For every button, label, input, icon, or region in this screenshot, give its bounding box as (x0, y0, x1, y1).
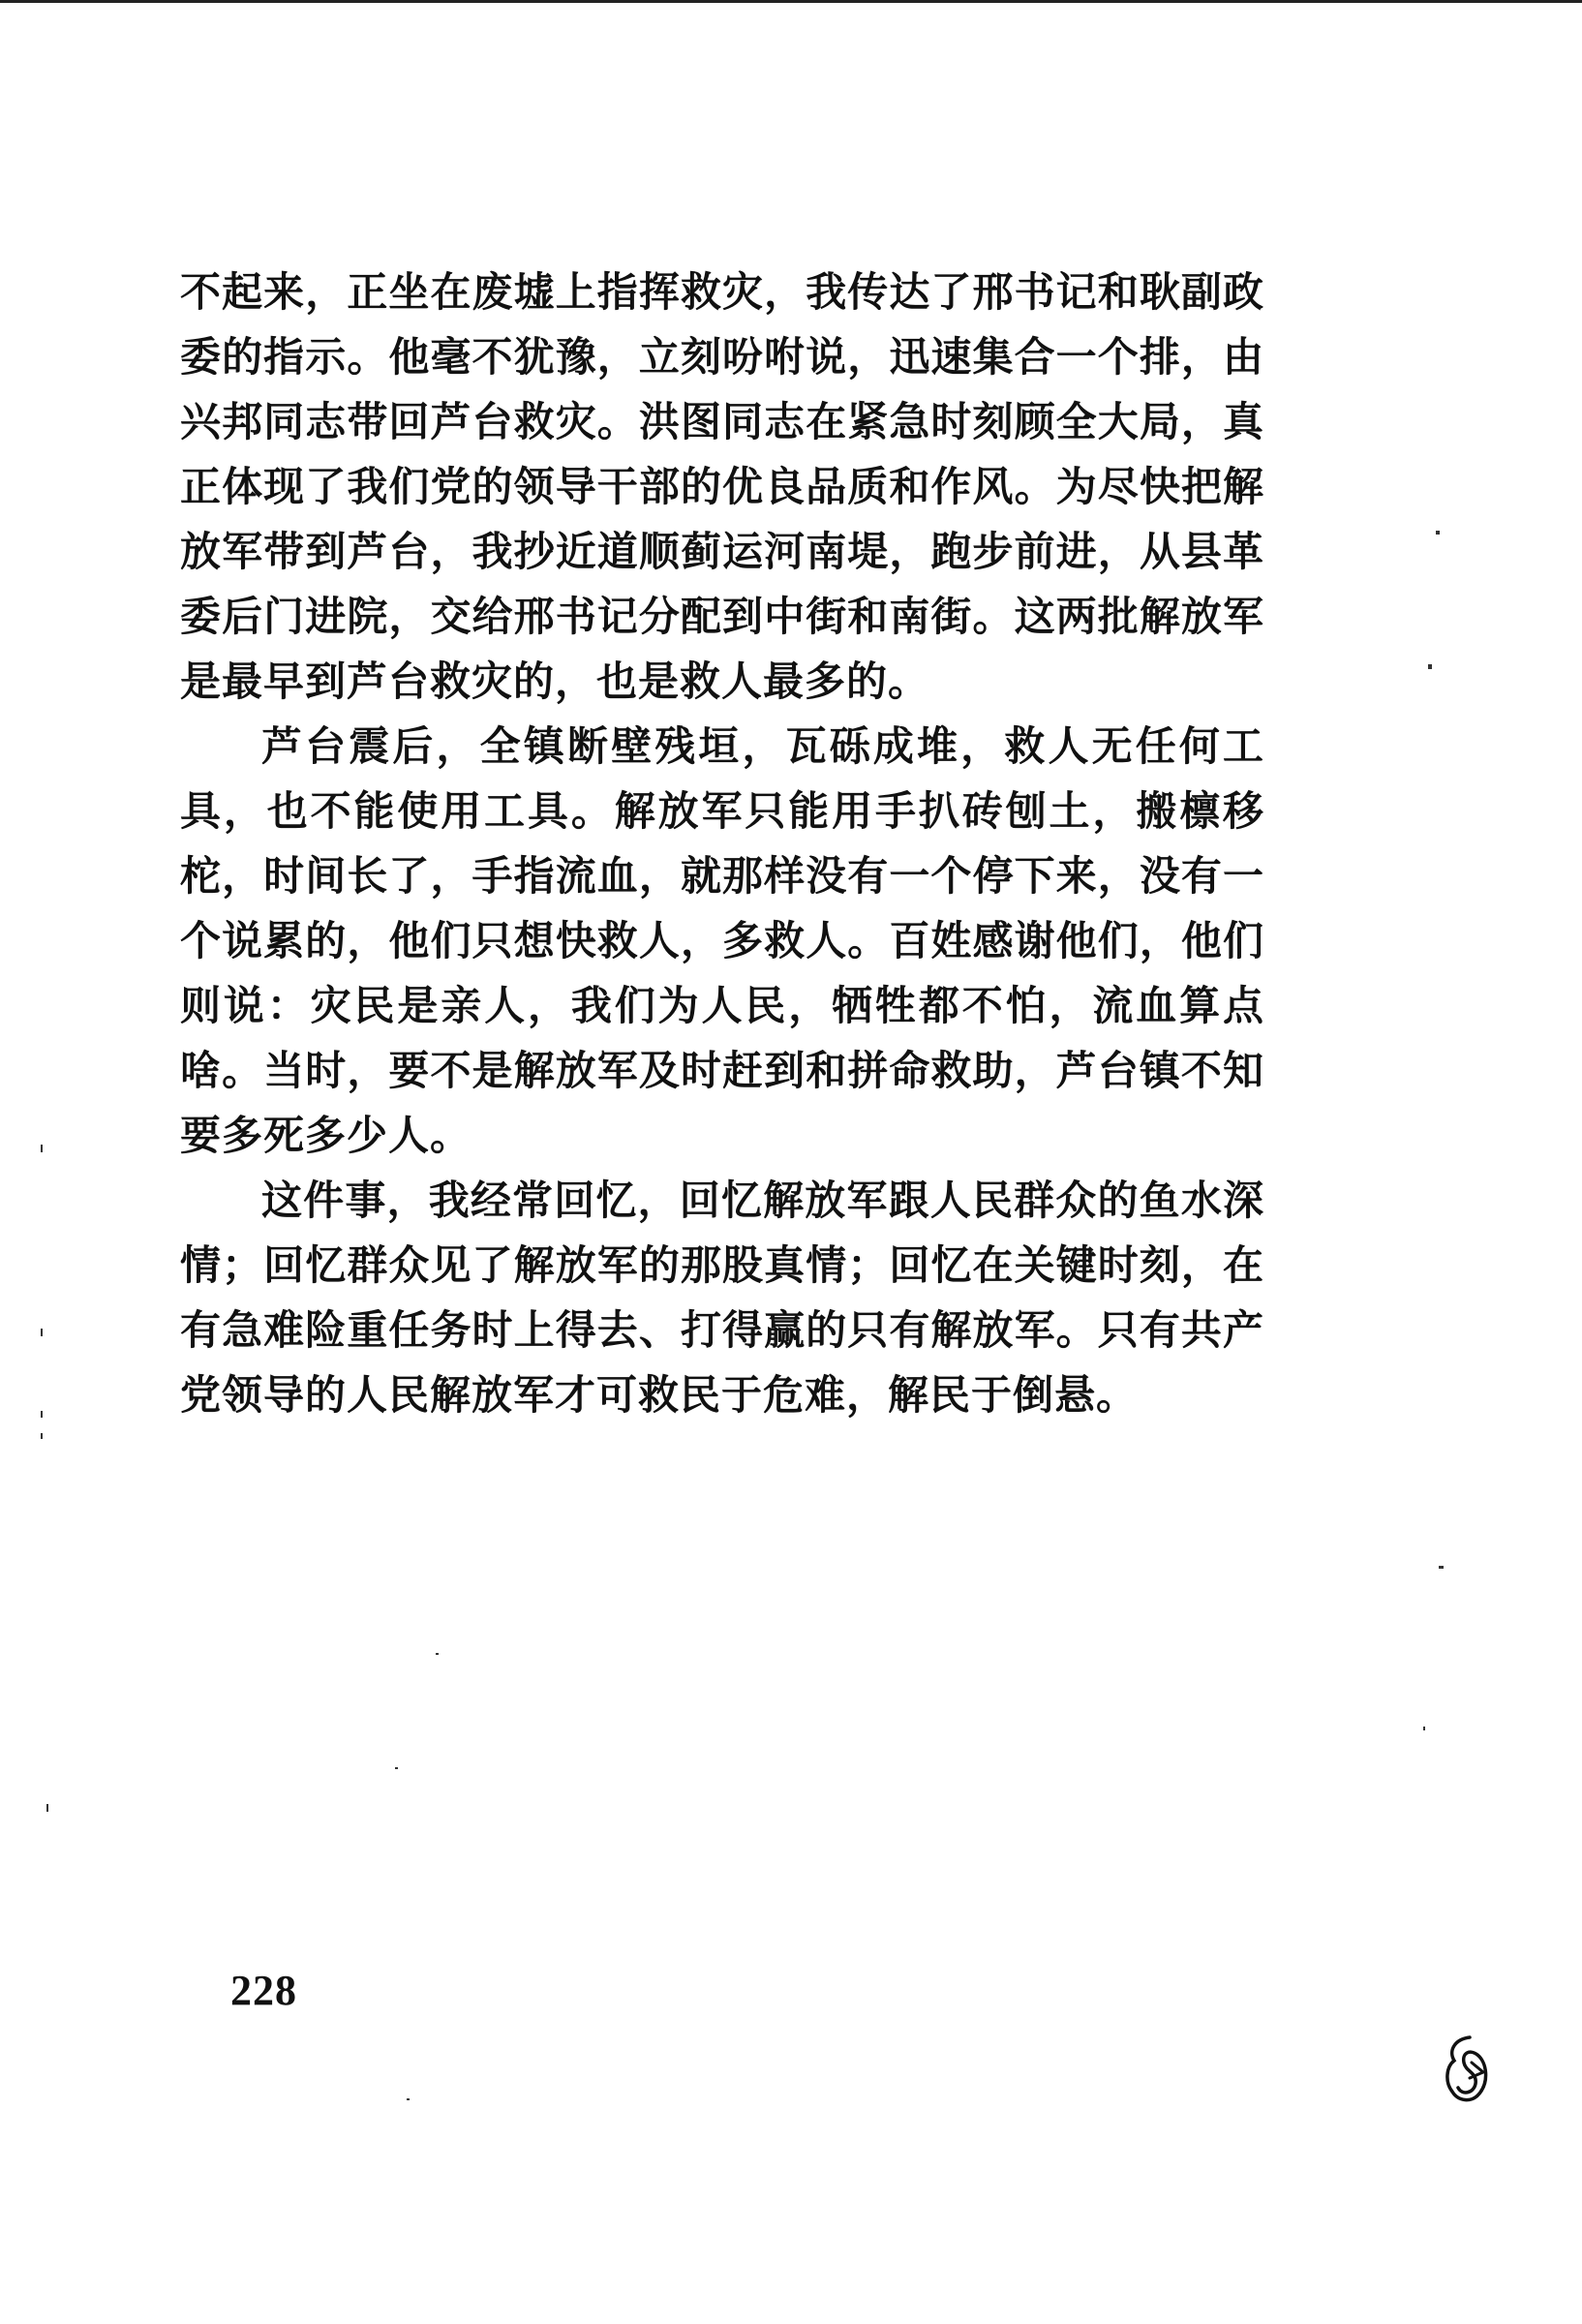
text-line: 具，也不能使用工具。解放军只能用手扒砖刨土，搬檩移 (180, 787, 1264, 835)
scan-speck (46, 1804, 48, 1812)
scan-speck (1436, 531, 1440, 535)
scan-speck (1428, 664, 1432, 669)
text-line: 放军带到芦台，我抄近道顺蓟运河南堤，跑步前进，从县革 (180, 528, 1264, 575)
text-line: 党领导的人民解放军才可救民于危难，解民于倒悬。 (180, 1371, 1139, 1419)
text-line: 有急难险重任务时上得去、打得赢的只有解放军。只有共产 (180, 1306, 1264, 1354)
paragraph-2 (180, 714, 1264, 1168)
scan-speck (41, 1433, 43, 1439)
text-line: 啥。当时，要不是解放军及时赶到和拼命救助，芦台镇不知 (180, 1047, 1264, 1094)
text-line: 柁，时间长了，手指流血，就那样没有一个停下来，没有一 (180, 852, 1264, 900)
scan-speck (1423, 1727, 1425, 1730)
scan-speck (436, 1653, 439, 1655)
page-body (180, 260, 1264, 1427)
scan-speck (395, 1767, 398, 1769)
scan-speck (407, 2098, 410, 2100)
text-line: 情；回忆群众见了解放军的那股真情；回忆在关键时刻，在 (180, 1241, 1264, 1289)
scan-speck (41, 1145, 43, 1152)
text-line: 不起来，正坐在废墟上指挥救灾，我传达了邢书记和耿副政 (180, 268, 1264, 316)
page-number: 228 (230, 1967, 297, 2014)
text-line: 这件事，我经常回忆，回忆解放军跟人民群众的鱼水深 (261, 1177, 1264, 1224)
text-line: 芦台震后，全镇断壁残垣，瓦砾成堆，救人无任何工 (261, 722, 1264, 770)
handwritten-mark-icon (1441, 2034, 1495, 2111)
text-line: 是最早到芦台救灾的，也是救人最多的。 (180, 657, 930, 705)
text-line: 要多死多少人。 (180, 1112, 472, 1159)
scan-top-border (0, 0, 1582, 3)
scan-speck (41, 1411, 43, 1418)
text-line: 则说：灾民是亲人，我们为人民，牺牲都不怕，流血算点 (180, 982, 1264, 1029)
paragraph-1 (180, 260, 1264, 714)
text-line: 兴邦同志带回芦台救灾。洪图同志在紧急时刻顾全大局，真 (180, 398, 1264, 445)
text-line: 个说累的，他们只想快救人，多救人。百姓感谢他们，他们 (180, 917, 1264, 964)
text-line: 委的指示。他毫不犹豫，立刻吩咐说，迅速集合一个排，由 (180, 333, 1264, 381)
scan-speck (1439, 1566, 1444, 1569)
text-line: 委后门进院，交给邢书记分配到中街和南街。这两批解放军 (180, 593, 1264, 640)
text-line: 正体现了我们党的领导干部的优良品质和作风。为尽快把解 (180, 463, 1264, 510)
scan-speck (41, 1329, 43, 1336)
paragraph-3 (180, 1168, 1264, 1427)
